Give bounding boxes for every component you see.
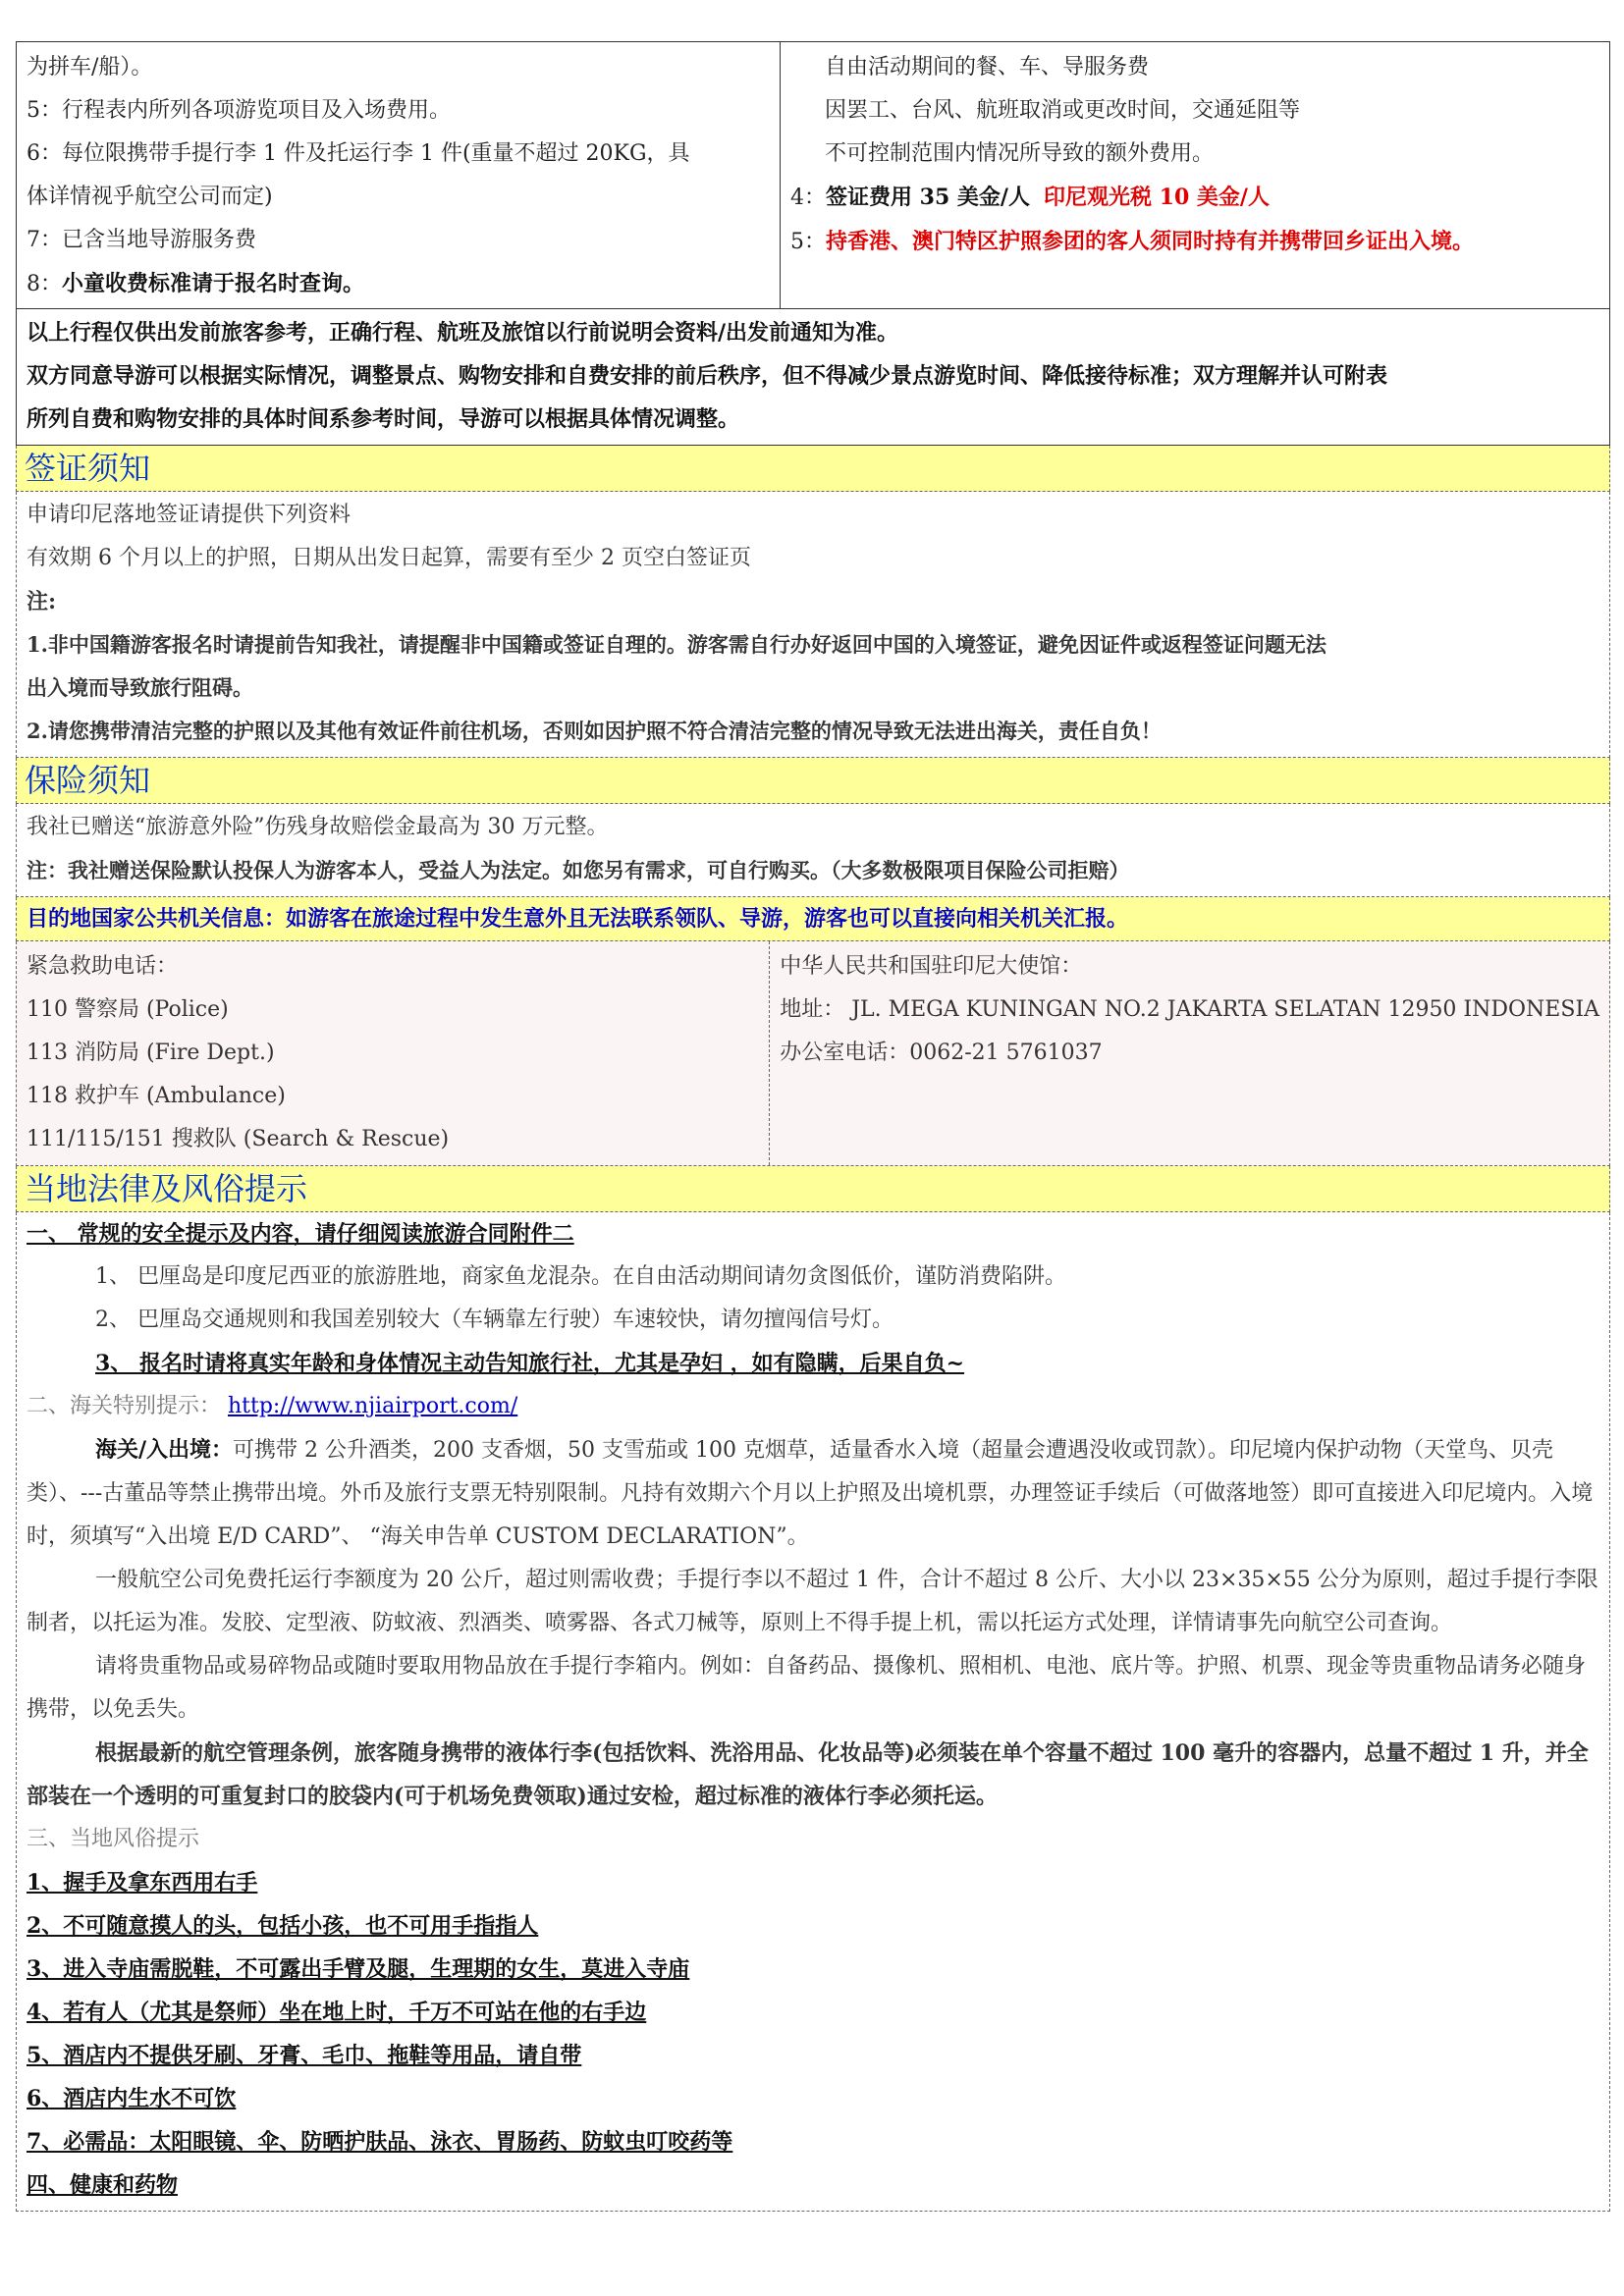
notice-line: 双方同意导游可以根据实际情况，调整景点、购物安排和自费安排的前后秩序，但不得减少景点游览时间、降低接待标准；双方理解并认可附表 xyxy=(27,363,1388,389)
visa-section-title: 签证须知 xyxy=(16,446,1610,492)
embassy-info xyxy=(770,941,1609,1165)
public-authority-bar: 目的地国家公共机关信息：如游客在旅途过程中发生意外且无法联系领队、导游，游客也可以直接向相关机关汇报。 xyxy=(16,897,1610,941)
law-sub-item: 3、 报名时请将真实年龄和身体情况主动告知旅行社，尤其是孕妇 ，如有隐瞒，后果自负~ xyxy=(95,1351,965,1376)
visa-fee: 签证费用 35 美金/人 xyxy=(826,185,1030,210)
cost-line: 6：每位限携带手提行李 1 件及托运行李 1 件(重量不超过 20KG，具 xyxy=(27,141,690,166)
valuables-paragraph: 请将贵重物品或易碎物品或随时要取用物品放在手提行李箱内。例如：自备药品、摄像机、照相机、电池、底片等。护照、机票、现金等贵重物品请务必随身携带，以免丢失。 xyxy=(27,1654,1587,1722)
visa-line: 有效期 6 个月以上的护照，日期从出发日起算，需要有至少 2 页空白签证页 xyxy=(27,546,751,570)
luggage-paragraph: 一般航空公司免费托运行李额度为 20 公斤，超过则需收费；手提行李以不超过 1 件，合计不超过 8 公斤、大小以 23×35×55 公分为原则，超过手提行李限制者，以托运为准。发胶、定型液、防蚊液、烈酒类、喷雾器、各式刀械等，原则上不得手提上机，需以托运方式处理，详情请事先向航空公司查询。 xyxy=(27,1568,1598,1635)
cost-line: 因罢工、台风、航班取消或更改时间，交通延阻等 xyxy=(825,98,1301,123)
airport-link[interactable]: http://www.njiairport.com/ xyxy=(228,1394,518,1418)
law-section-title: 当地法律及风俗提示 xyxy=(16,1166,1610,1212)
visa-fee-line xyxy=(790,176,1599,220)
embassy-line: 中华人民共和国驻印尼大使馆： xyxy=(780,954,1083,979)
custom-item: 6、酒店内生水不可饮 xyxy=(27,2086,237,2111)
visa-note-label: 注: xyxy=(27,589,57,614)
law-sub-item: 1、 巴厘岛是印度尼西亚的旅游胜地，商家鱼龙混杂。在自由活动期间请勿贪图低价，谨防消费陷阱。 xyxy=(95,1264,1066,1289)
cost-line xyxy=(27,262,770,306)
customs-heading-label: 二、海关特别提示： xyxy=(27,1394,228,1418)
custom-item: 4、若有人（尤其是祭师）坐在地上时，千万不可站在他的右手边 xyxy=(27,2000,647,2025)
tourism-tax: 印尼观光税 10 美金/人 xyxy=(1043,185,1270,210)
cost-line: 自由活动期间的餐、车、导服务费 xyxy=(825,55,1150,80)
child-fee-note: 小童收费标准请于报名时查询。 xyxy=(62,271,365,296)
custom-item: 7、必需品：太阳眼镜、伞、防晒护肤品、泳衣、胃肠药、防蚊虫叮咬药等 xyxy=(27,2129,733,2155)
emergency-line: 110 警察局 (Police) xyxy=(27,997,229,1022)
cost-line-prefix: 4： xyxy=(790,186,826,210)
law-sub-item: 2、 巴厘岛交通规则和我国差别较大（车辆靠左行驶）车速较快，请勿擅闯信号灯。 xyxy=(95,1308,893,1332)
cost-included-column xyxy=(17,42,781,308)
visa-note: 出入境而导致旅行阻碍。 xyxy=(27,675,253,700)
insurance-section-body xyxy=(16,804,1610,897)
visa-section-body xyxy=(16,492,1610,758)
hk-macau-note: 持香港、澳门特区护照参团的客人须同时持有并携带回乡证出入境。 xyxy=(826,229,1475,254)
customs-label: 海关/入出境： xyxy=(95,1437,234,1463)
customs-paragraph xyxy=(27,1428,1599,1559)
cost-line: 为拼车/船）。 xyxy=(27,55,153,80)
law-section-body xyxy=(16,1212,1610,2212)
cost-line-prefix: 5： xyxy=(790,230,826,254)
cost-line: 体详情视乎航空公司而定) xyxy=(27,185,273,209)
health-heading: 四、健康和药物 xyxy=(27,2172,179,2198)
custom-item: 2、不可随意摸人的头，包括小孩，也不可用手指指人 xyxy=(27,1913,539,1939)
liquid-paragraph: 根据最新的航空管理条例，旅客随身携带的液体行李(包括饮料、洗浴用品、化妆品等)必须装在单个容量不超过 100 毫升的容器内，总量不超过 1 升，并全部装在一个透明的可重复封口的胶袋内(可于机场免费领取)通过安检，超过标准的液体行李必须托运。 xyxy=(27,1740,1589,1809)
cost-line: 7：已含当地导游服务费 xyxy=(27,228,256,252)
document-page xyxy=(16,41,1610,2212)
visa-note: 1.非中国籍游客报名时请提前告知我社，请提醒非中国籍或签证自理的。游客需自行办好返回中国的入境签证，避免因证件或返程签证问题无法 xyxy=(27,632,1326,657)
emergency-line: 紧急救助电话： xyxy=(27,954,179,979)
notice-line: 以上行程仅供出发前旅客参考，正确行程、航班及旅馆以行前说明会资料/出发前通知为准。 xyxy=(27,320,899,346)
visa-note: 2.请您携带清洁完整的护照以及其他有效证件前往机场，否则如因护照不符合清洁完整的情况导致无法进出海关，责任自负！ xyxy=(27,719,1162,743)
local-customs-heading: 三、当地风俗提示 xyxy=(27,1827,200,1851)
cost-table xyxy=(16,41,1610,308)
custom-item: 1、握手及拿东西用右手 xyxy=(27,1870,258,1896)
emergency-line: 111/115/151 搜救队 (Search & Rescue) xyxy=(27,1127,450,1151)
embassy-line: 办公室电话：0062-21 5761037 xyxy=(780,1041,1103,1065)
law-heading-1: 一、 常规的安全提示及内容，请仔细阅读旅游合同附件二 xyxy=(27,1221,574,1247)
emergency-line: 113 消防局 (Fire Dept.) xyxy=(27,1041,275,1065)
cost-line: 5：行程表内所列各项游览项目及入场费用。 xyxy=(27,98,451,123)
cost-line: 不可控制范围内情况所导致的额外费用。 xyxy=(825,141,1215,166)
embassy-line: 地址： JL. MEGA KUNINGAN NO.2 JAKARTA SELATAN 12950 INDONESIA xyxy=(780,997,1599,1022)
itinerary-notice xyxy=(16,308,1610,446)
insurance-section-title: 保险须知 xyxy=(16,758,1610,804)
customs-heading xyxy=(27,1385,1599,1428)
emergency-contacts xyxy=(16,941,1610,1166)
notice-line: 所列自费和购物安排的具体时间系参考时间，导游可以根据具体情况调整。 xyxy=(27,406,740,432)
custom-item: 5、酒店内不提供牙刷、牙膏、毛巾、拖鞋等用品，请自带 xyxy=(27,2043,582,2068)
custom-item: 3、进入寺庙需脱鞋，不可露出手臂及腿，生理期的女生，莫进入寺庙 xyxy=(27,1956,690,1982)
cost-line-prefix: 8： xyxy=(27,272,62,296)
emergency-line: 118 救护车 (Ambulance) xyxy=(27,1084,286,1108)
emergency-phones xyxy=(17,941,770,1165)
insurance-note: 注：我社赠送保险默认投保人为游客本人，受益人为法定。如您另有需求，可自行购买。（大多数极限项目保险公司拒赔） xyxy=(27,858,1130,882)
customs-text: 可携带 2 公升酒类，200 支香烟，50 支雪茄或 100 克烟草，适量香水入境（超量会遭遇没收或罚款）。印尼境内保护动物（天堂鸟、贝壳类）、---古董品等禁止携带出境。外币及旅行支票无特别限制。凡持有效期六个月以上护照及出境机票，办理签证手续后（可做落地签）即可直接进入印尼境内。入境时，须填写“入出境 E/D CARD”、 “海关申告单 CUSTOM DECLARATION”。 xyxy=(27,1438,1594,1549)
visa-line: 申请印尼落地签证请提供下列资料 xyxy=(27,503,352,527)
cost-excluded-column xyxy=(781,42,1609,308)
hk-macau-note-line xyxy=(790,220,1599,264)
insurance-line: 我社已赠送“旅游意外险”伤残身故赔偿金最高为 30 万元整。 xyxy=(27,815,609,839)
